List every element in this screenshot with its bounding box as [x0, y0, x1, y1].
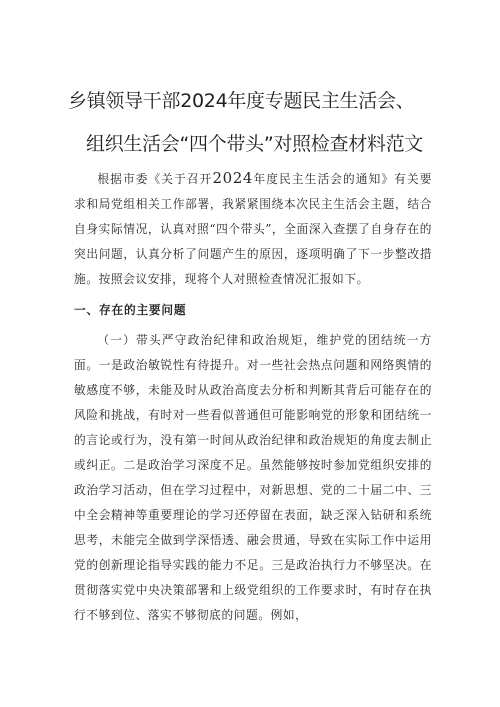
document-body	[74, 166, 432, 628]
intro-paragraph	[74, 166, 432, 292]
intro-text-part2: 年度民主生活会的通知》有关要求和局党组相关工作部署，我紧紧围绕本次民主生活会主题，结合自身实际情况，认真对照“四个带头”，全面深入查摆了自身存在的突出问题，认真分析了问题产生的原因，逐项明确了下一步整改措施。按照会议安排，现将个人对照检查情况汇报如下。	[74, 172, 432, 286]
document-title-line2: 组织生活会“四个带头”对照检查材料范文	[86, 133, 423, 155]
intro-text-part1: 根据市委《关于召开	[97, 172, 213, 186]
section-paragraph: （一）带头严守政治纪律和政治规矩，维护党的团结统一方面。一是政治敏锐性有待提升。对一些社会热点问题和网络舆情的敏感度不够，未能及时从政治高度去分析和判断其背后可能存在的风险和挑战，有时对一些看似普通但可能影响党的形象和团结统一的言论或行为，没有第一时间从政治纪律和政治规矩的角度去制止或纠正。二是政治学习深度不足。虽然能够按时参加党组织安排的政治学习活动，但在学习过程中，对新思想、党的二十届二中、三中全会精神等重要理论的学习还停留在表面，缺乏深入钻研和系统思考，未能完全做到学深悟透、融会贯通，导致在实际工作中运用党的创新理论指导实践的能力不足。三是政治执行力不够坚决。在贯彻落实党中央决策部署和上级党组织的工作要求时，有时存在执行不够到位、落实不够彻底的问题。例如，	[74, 333, 432, 622]
section-heading: 一、存在的主要问题	[74, 303, 187, 317]
intro-year: 2024	[212, 169, 254, 187]
document-title-line1: 乡镇领导干部2024年度专题民主生活会、	[68, 90, 415, 112]
